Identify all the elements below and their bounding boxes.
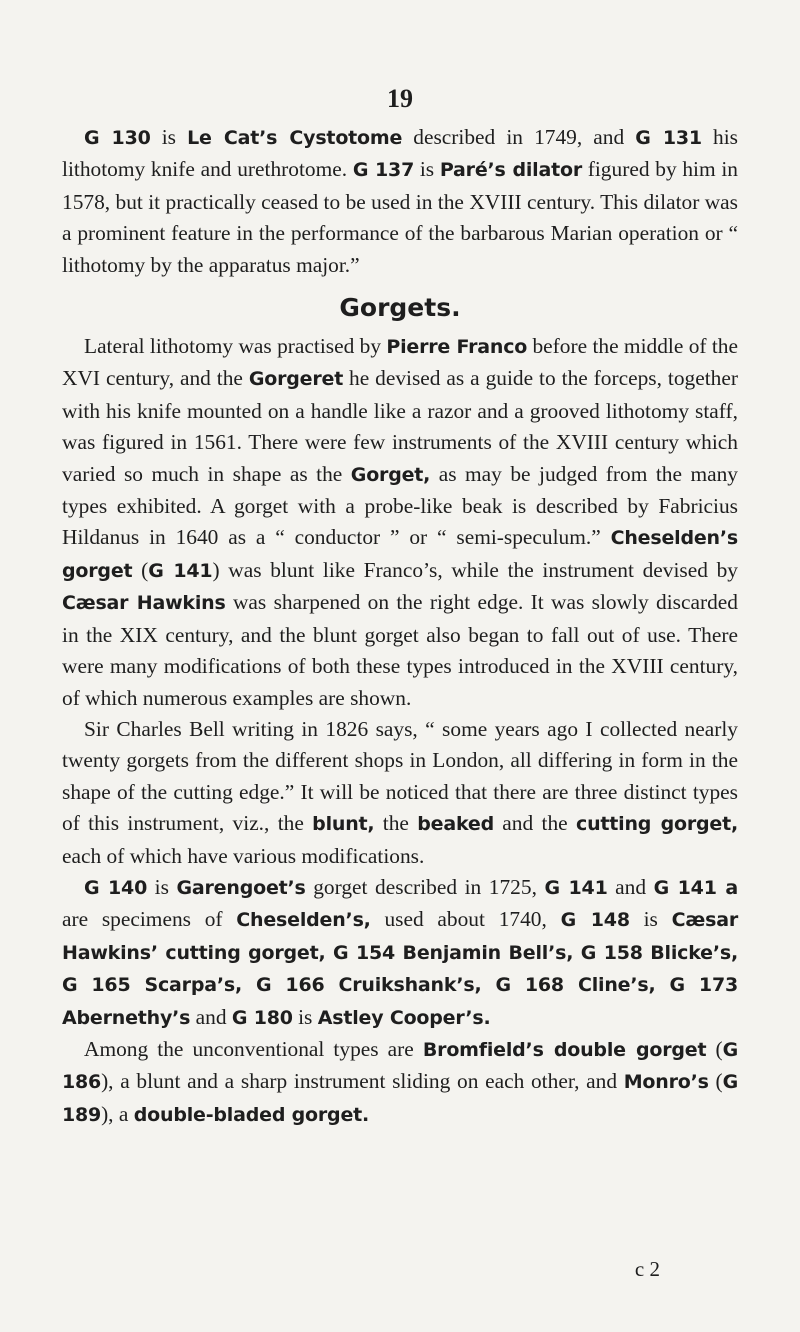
text-run: he devised as a guide to the forceps, together with his knife mounted on a handle like a razor and a grooved lithotomy staff, was figured in 1561. There were few instruments of the XVIII century which varied so much in shape as the [62, 366, 738, 486]
instrument-name: Monro’s [623, 1071, 709, 1094]
instrument-name: Bromfield’s double gorget [422, 1038, 707, 1061]
text-run: figured by him in 1578, but it practically ceased to be used in the XVIII century. This dilator was a prominent feature in the performance of the barbarous Marian operation or “ lithotomy by the apparatus major.” [62, 157, 739, 277]
instrument-name: Cheselden’s, [236, 909, 371, 932]
catalogue-ref: G 180 [231, 1006, 293, 1029]
instrument-name: Le Cat’s Cystotome [187, 127, 403, 149]
person-name: Cæsar Hawkins [62, 592, 226, 615]
catalogue-ref: G 141 [148, 559, 213, 582]
text-run: ( [708, 1069, 723, 1094]
gorget-type: blunt, [312, 813, 375, 836]
text-run: is [292, 1004, 318, 1029]
text-run: is [150, 125, 188, 149]
text-run: ( [132, 557, 149, 582]
catalogue-ref: G 141 [544, 876, 608, 899]
text-run: and the [493, 811, 576, 836]
gorget-type: cutting gorget, [576, 813, 738, 836]
signature-mark: c 2 [634, 1257, 660, 1281]
text-run: Lateral lithotomy was practised by [84, 334, 387, 359]
paragraph-cystotome [62, 122, 738, 281]
text-run: Among the unconventional types are [84, 1036, 423, 1061]
instrument-name: Garengoet’s [176, 876, 306, 899]
text-run: ), a [101, 1101, 134, 1126]
text-run: is [414, 157, 440, 182]
text-run: and [607, 874, 654, 899]
text-run: is [147, 874, 177, 899]
catalogue-ref: G 148 [560, 909, 630, 932]
text-run: gorget described in 1725, [305, 874, 545, 899]
catalogue-ref: G 186 [62, 1038, 738, 1094]
catalogue-ref: G 141 a [653, 876, 738, 899]
text-run: as may be judged from the many types exhibited. A gorget with a probe-like beak is described by Fabricius Hildanus in 1640 as a “ conductor ” or “ semi-speculum.” [62, 461, 738, 550]
paragraph-specimens [62, 872, 738, 1034]
instrument-name: Cheselden’s gorget [62, 527, 738, 582]
text-run: each of which have various modifications. [62, 843, 425, 868]
catalogue-ref: G 137 [352, 159, 415, 182]
text-run: and [190, 1004, 232, 1029]
text-run: used about 1740, [370, 907, 561, 932]
instrument-name: double-bladed gorget. [133, 1103, 370, 1126]
text-run: his lithotomy knife and urethrotome. [62, 125, 738, 182]
text-run: are specimens of [62, 907, 237, 932]
catalogue-ref: G 131 [635, 127, 702, 149]
catalogue-ref: G 189 [62, 1071, 738, 1126]
gorget-type: beaked [417, 813, 494, 836]
person-name: Pierre Franco [386, 336, 528, 359]
text-run: ) was blunt like Franco’s, while the instrument devised by [212, 557, 738, 582]
text-run: described in 1749, and [402, 125, 636, 149]
section-heading: Gorgets. [339, 293, 461, 323]
instrument-name: Gorget, [350, 463, 431, 486]
body-text [62, 122, 738, 1131]
text-run: was sharpened on the right edge. It was slowly discarded in the XIX century, and the blunt gorget also began to fall out of use. There were many modifications of both these types introduced in the XVIII century, of which numerous examples are shown. [62, 590, 738, 710]
paragraph-unconventional [62, 1034, 738, 1131]
text-run: is [629, 907, 672, 932]
text-run: ( [706, 1036, 723, 1061]
instrument-name: Astley Cooper’s. [317, 1006, 491, 1029]
catalogue-ref: G 140 [84, 876, 148, 899]
paragraph-gorgets [62, 331, 738, 714]
text-run: ), a blunt and a sharp instrument sliding on each other, and [101, 1069, 624, 1094]
text-run: Sir Charles Bell writing in 1826 says, “ some years ago I collected nearly twenty gorgets from the different shops in London, all differing in form in the shape of the cutting edge.” It will be noticed that there are three distinct types of this instrument, viz., the [62, 716, 738, 836]
instrument-list: Cæsar Hawkins’ cutting gorget, G 154 Benjamin Bell’s, G 158 Blicke’s, G 165 Scarpa’s, G 166 Cruikshank’s, G 168 Cline’s, G 173 Abernethy’s [62, 909, 738, 1029]
instrument-name: Paré’s dilator [439, 159, 583, 182]
paragraph-charles-bell [62, 714, 738, 872]
page-number: 19 [387, 84, 413, 113]
instrument-name: Gorgeret [248, 368, 344, 391]
text-run: before the middle of the XVI century, and the [62, 334, 738, 391]
catalogue-ref: G 130 [84, 127, 151, 149]
text-run: the [374, 811, 418, 836]
